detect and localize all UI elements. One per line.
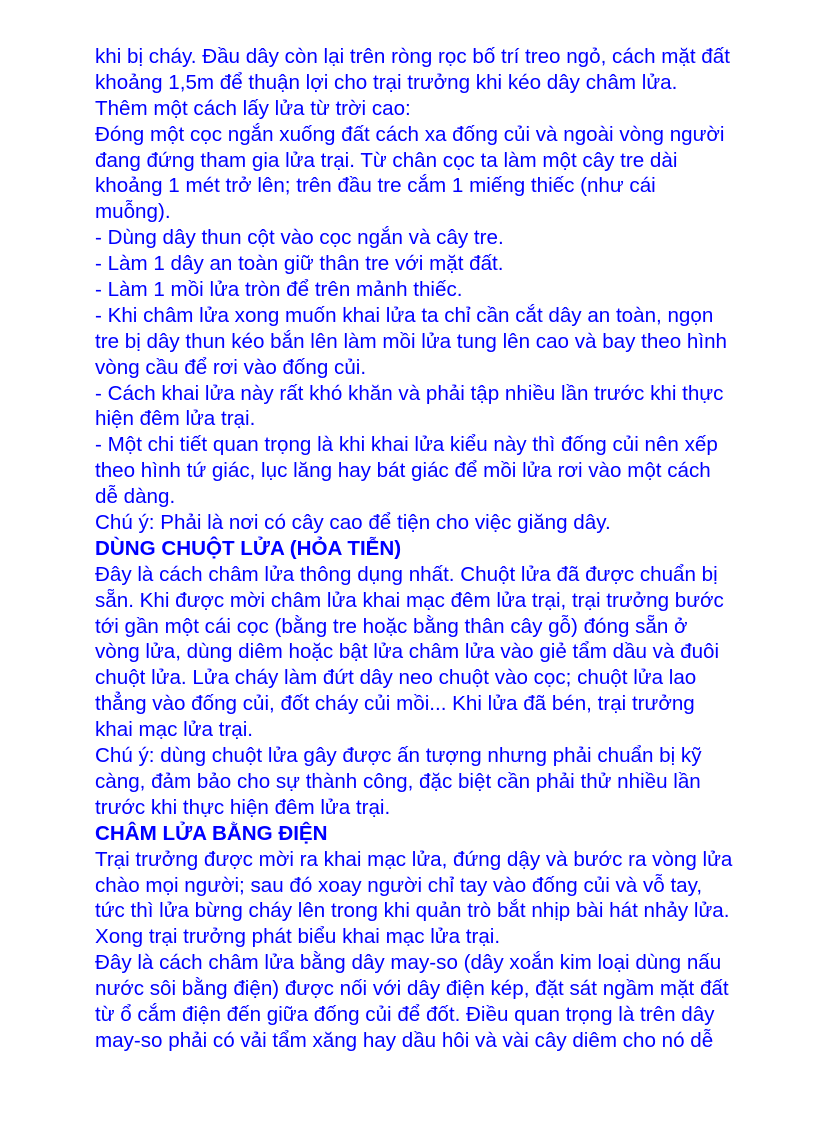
text-line: - Cách khai lửa này rất khó khăn và phải tập nhiều lần trước khi thực xyxy=(95,381,724,405)
text-line: Đóng một cọc ngắn xuống đất cách xa đống củi và ngoài vòng người xyxy=(95,122,725,146)
text-line: nước sôi bằng điện) được nối với dây điện kép, đặt sát ngầm mặt đất xyxy=(95,977,729,1001)
text-line: hiện đêm lửa trại. xyxy=(95,407,256,431)
text-line: trước khi thực hiện đêm lửa trại. xyxy=(95,795,391,819)
text-line: tới gần một cái cọc (bằng tre hoặc bằng thân cây gỗ) đóng sẵn ở xyxy=(95,614,688,638)
text-line: Trại trưởng được mời ra khai mạc lửa, đứng dậy và bước ra vòng lửa xyxy=(95,847,733,871)
text-line: từ ổ cắm điện đến giữa đống củi để đốt. Điều quan trọng là trên dây xyxy=(95,1002,715,1026)
text-line: Chú ý: dùng chuột lửa gây được ấn tượng nhưng phải chuẩn bị kỹ xyxy=(95,744,702,768)
text-line: khoảng 1 mét trở lên; trên đầu tre cắm 1 miếng thiếc (như cái xyxy=(95,174,656,198)
text-line: may-so phải có vải tẩm xăng hay dầu hôi và vài cây diêm cho nó dễ xyxy=(95,1028,714,1052)
text-line: khai mạc lửa trại. xyxy=(95,718,253,742)
text-line: thẳng vào đống củi, đốt cháy củi mồi... Khi lửa đã bén, trại trưởng xyxy=(95,692,695,716)
text-line: muỗng). xyxy=(95,200,171,224)
text-line: - Làm 1 mồi lửa tròn để trên mảnh thiếc. xyxy=(95,278,463,302)
text-line: khoảng 1,5m để thuận lợi cho trại trưởng khi kéo dây châm lửa. xyxy=(95,70,678,94)
text-line: Chú ý: Phải là nơi có cây cao để tiện cho việc giăng dây. xyxy=(95,511,611,535)
text-line: - Khi châm lửa xong muốn khai lửa ta chỉ cần cắt dây an toàn, ngọn xyxy=(95,303,714,327)
text-line: càng, đảm bảo cho sự thành công, đặc biệt cần phải thử nhiều lần xyxy=(95,769,701,793)
text-line: chuột lửa. Lửa cháy làm đứt dây neo chuột vào cọc; chuột lửa lao xyxy=(95,666,697,690)
section-heading: CHÂM LỬA BẰNG ĐIỆN xyxy=(95,821,328,845)
text-line: vòng lửa, dùng diêm hoặc bật lửa châm lửa vào giẻ tẩm dầu và đuôi xyxy=(95,640,720,664)
text-line: Đây là cách châm lửa bằng dây may-so (dây xoắn kim loại dùng nấu xyxy=(95,951,722,975)
text-line: Xong trại trưởng phát biểu khai mạc lửa trại. xyxy=(95,925,501,949)
text-line: đang đứng tham gia lửa trại. Từ chân cọc ta làm một cây tre dài xyxy=(95,148,678,172)
text-line: - Làm 1 dây an toàn giữ thân tre với mặt đất. xyxy=(95,252,504,276)
text-line: sẵn. Khi được mời châm lửa khai mạc đêm lửa trại, trại trưởng bước xyxy=(95,588,724,612)
section-heading: DÙNG CHUỘT LỬA (HỎA TIỄN) xyxy=(95,536,402,560)
text-line: tre bị dây thun kéo bắn lên làm mồi lửa tung lên cao và bay theo hình xyxy=(95,329,728,353)
text-line: Đây là cách châm lửa thông dụng nhất. Chuột lửa đã được chuẩn bị xyxy=(95,562,718,586)
text-line: chào mọi người; sau đó xoay người chỉ tay vào đống củi và vỗ tay, xyxy=(95,873,703,897)
text-line: khi bị cháy. Đầu dây còn lại trên ròng rọc bố trí treo ngỏ, cách mặt đất xyxy=(95,45,730,68)
text-line: tức thì lửa bừng cháy lên trong khi quản trò bắt nhịp bài hát nhảy lửa. xyxy=(95,899,730,923)
text-line: theo hình tứ giác, lục lăng hay bát giác để mồi lửa rơi vào một cách xyxy=(95,459,711,483)
text-line: dễ dàng. xyxy=(95,485,176,509)
text-line: vòng cầu để rơi vào đống củi. xyxy=(95,355,367,379)
text-line: - Dùng dây thun cột vào cọc ngắn và cây tre. xyxy=(95,226,504,250)
text-line: Thêm một cách lấy lửa từ trời cao: xyxy=(95,96,411,120)
text-line: - Một chi tiết quan trọng là khi khai lửa kiểu này thì đống củi nên xếp xyxy=(95,433,718,457)
document-page xyxy=(95,44,775,1054)
